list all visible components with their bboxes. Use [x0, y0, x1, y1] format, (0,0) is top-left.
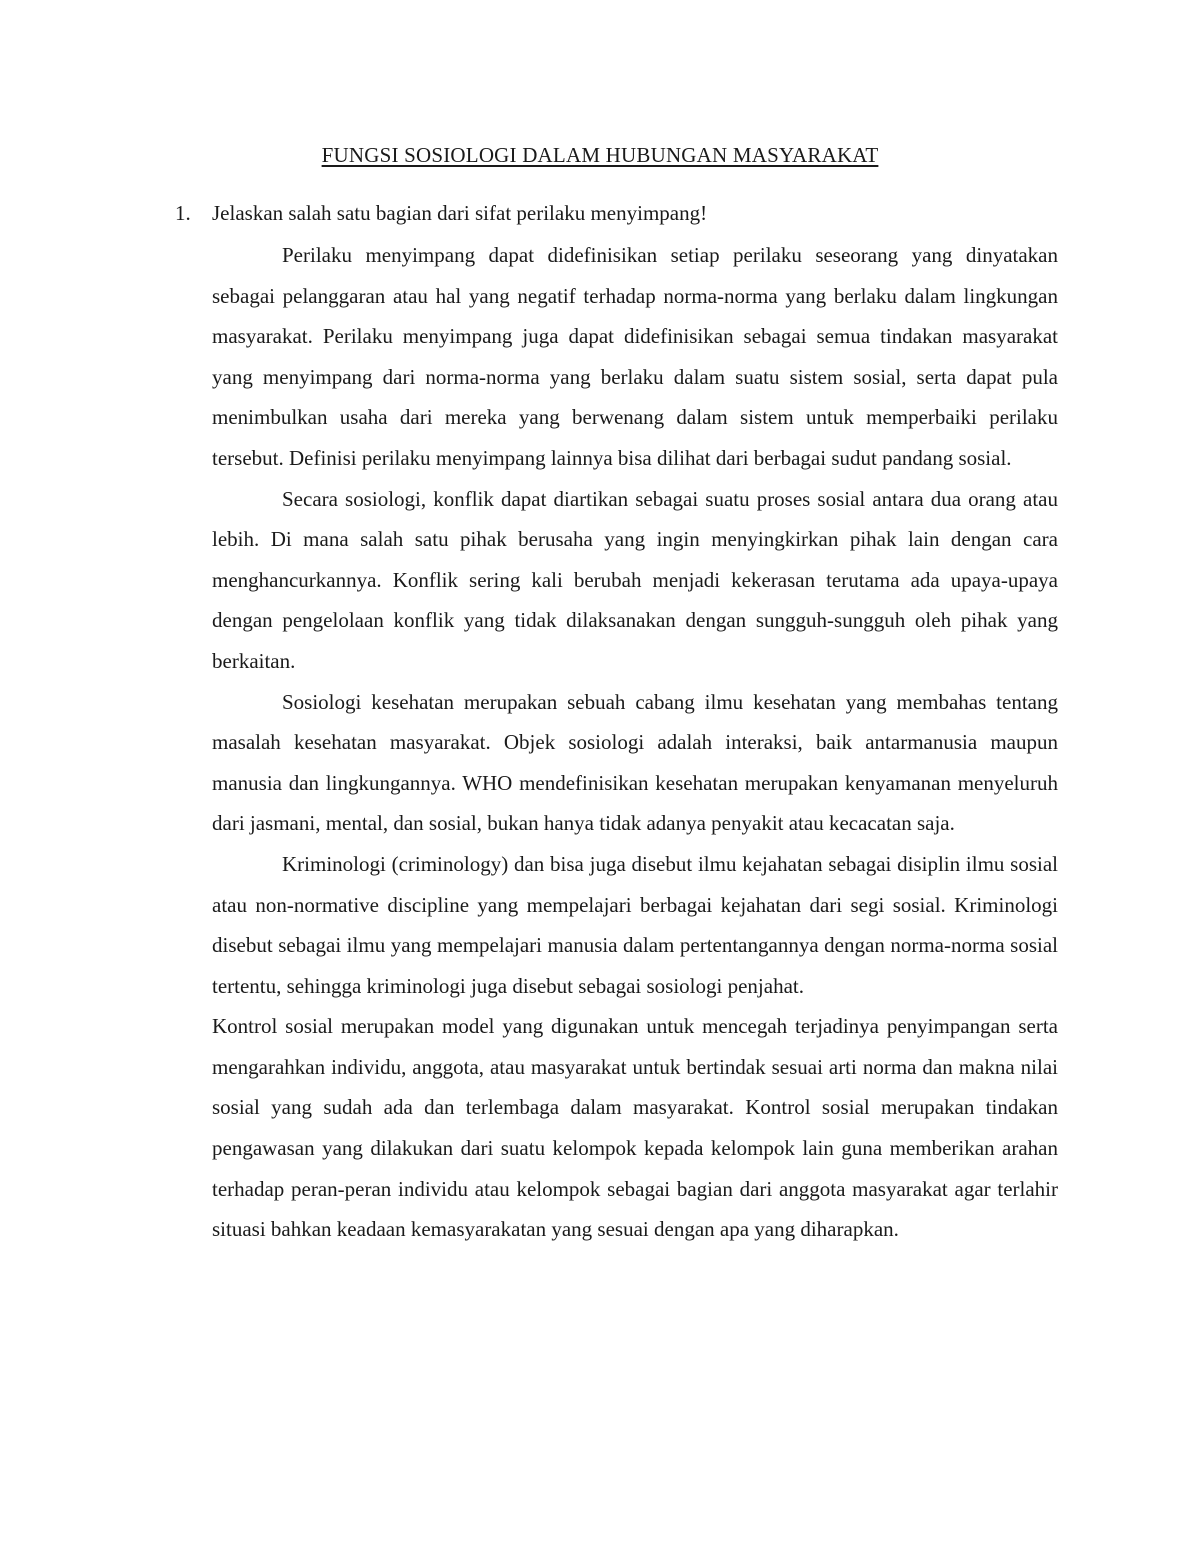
document-title: FUNGSI SOSIOLOGI DALAM HUBUNGAN MASYARAKAT — [321, 143, 879, 167]
answer-body — [212, 235, 1058, 1250]
question-number: 1. — [175, 201, 191, 225]
paragraph-kontrol-sosial: Kontrol sosial merupakan model yang digunakan untuk mencegah terjadinya penyimpangan serta mengarahkan individu, anggota, atau masyarakat untuk bertindak sesuai arti norma dan makna nilai sosial yang sudah ada dan terlembaga dalam masyarakat. Kontrol sosial merupakan tindakan pengawasan yang dilakukan dari suatu kelompok kepada kelompok lain guna memberikan arahan terhadap peran-peran individu atau kelompok sebagai bagian dari anggota masyarakat agar terlahir situasi bahkan keadaan kemasyarakatan yang sesuai dengan apa yang diharapkan. — [212, 1014, 1058, 1242]
paragraph-sosiologi-kesehatan: Sosiologi kesehatan merupakan sebuah cabang ilmu kesehatan yang membahas tentang masalah kesehatan masyarakat. Objek sosiologi adalah interaksi, baik antarmanusia maupun manusia dan lingkungannya. WHO mendefinisikan kesehatan merupakan kenyamanan menyeluruh dari jasmani, mental, dan sosial, bukan hanya tidak adanya penyakit atau kecacatan saja. — [212, 689, 1058, 836]
question-item — [175, 198, 1075, 228]
question-text: Jelaskan salah satu bagian dari sifat perilaku menyimpang! — [212, 201, 708, 225]
paragraph-perilaku-menyimpang: Perilaku menyimpang dapat didefinisikan setiap perilaku seseorang yang dinyatakan sebagai pelanggaran atau hal yang negatif terhadap norma-norma yang berlaku dalam lingkungan masyarakat. Perilaku menyimpang juga dapat didefinisikan sebagai semua tindakan masyarakat yang menyimpang dari norma-norma yang berlaku dalam suatu sistem sosial, serta dapat pula menimbulkan usaha dari mereka yang berwenang dalam sistem untuk memperbaiki perilaku tersebut. Definisi perilaku menyimpang lainnya bisa dilihat dari berbagai sudut pandang sosial. — [212, 243, 1058, 470]
paragraph-kriminologi: Kriminologi (criminology) dan bisa juga disebut ilmu kejahatan sebagai disiplin ilmu sosial atau non-normative discipline yang mempelajari berbagai kejahatan dari segi sosial. Kriminologi disebut sebagai ilmu yang mempelajari manusia dalam pertentangannya dengan norma-norma sosial tertentu, sehingga kriminologi juga disebut sebagai sosiologi penjahat. — [212, 851, 1058, 998]
paragraph-konflik: Secara sosiologi, konflik dapat diartikan sebagai suatu proses sosial antara dua orang atau lebih. Di mana salah satu pihak berusaha yang ingin menyingkirkan pihak lain dengan cara menghancurkannya. Konflik sering kali berubah menjadi kekerasan terutama ada upaya-upaya dengan pengelolaan konflik yang tidak dilaksanakan dengan sungguh-sungguh oleh pihak yang berkaitan. — [212, 486, 1058, 673]
